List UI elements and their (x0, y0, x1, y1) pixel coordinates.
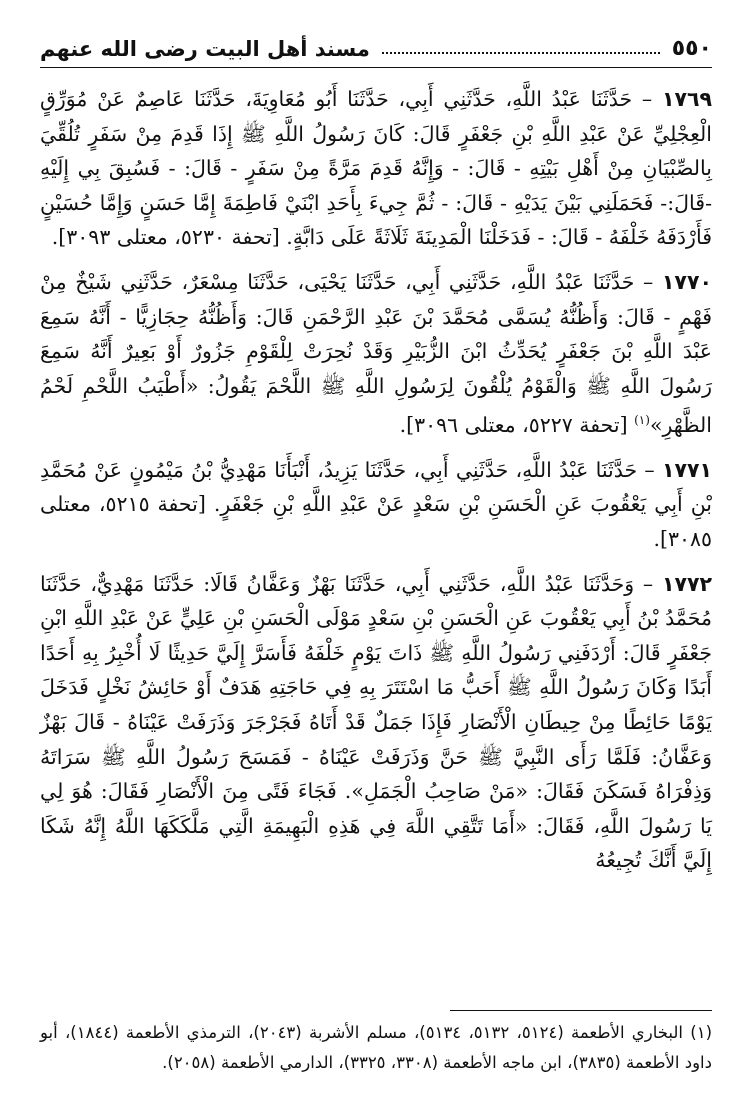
footnote-ref: (١) (634, 413, 650, 428)
footnote-divider (450, 1010, 712, 1011)
hadith-paragraph: ١٧٧١ – حَدَّثَنَا عَبْدُ اللَّهِ، حَدَّثَنِي أَبِي، حَدَّثَنَا يَزِيدُ، أَنْبَأَنَا مَهْدِيُّ بْنُ مَيْمُونٍ عَنْ مُحَمَّدِ بْنِ أَبِي يَعْقُوبَ عَنِ الْحَسَنِ بْنِ سَعْدٍ عَنْ عَبْدِ اللَّهِ بْنِ جَعْفَرٍ. [تحفة ٥٢١٥، معتلى ٣٠٨٥]. (40, 457, 713, 551)
hadith-text: حَدَّثَنَا عَبْدُ اللَّهِ، حَدَّثَنِي أَبِي، حَدَّثَنَا أَبُو مُعَاوِيَةَ، حَدَّثَنَا عَاصِمٌ عَنْ مُوَرِّقٍ الْعِجْلِيِّ عَنْ عَبْدِ اللَّهِ بْنِ جَعْفَرٍ قَالَ: كَانَ رَسُولُ اللَّهِ ﷺ إِذَا قَدِمَ مِنْ سَفَرٍ تُلُقِّيَ بِالصِّبْيَانِ مِنْ أَهْلِ بَيْتِهِ - قَالَ: - وَإِنَّهُ قَدِمَ مَرَّةً مِنْ سَفَرٍ - قَالَ: - فَسُبِقَ بِي إِلَيْهِ -قَالَ:- فَحَمَلَنِي بَيْنَ يَدَيْهِ - قَالَ: - ثُمَّ جِيءَ بِأَحَدِ ابْنَيْ فَاطِمَةَ إِمَّا حَسَنٍ وَإِمَّا حُسَيْنٍ فَأَرْدَفَهُ خَلْفَهُ - قَالَ: - فَدَخَلْنَا الْمَدِينَةَ ثَلَاثَةً عَلَى دَابَّةٍ. [تحفة ٥٢٣٠، معتلى ٣٠٩٣]. (40, 87, 712, 250)
hadith-text: حَدَّثَنَا عَبْدُ اللَّهِ، حَدَّثَنِي أَبِي، حَدَّثَنَا يَزِيدُ، أَنْبَأَنَا مَهْدِيُّ بْنُ مَيْمُونٍ عَنْ مُحَمَّدِ بْنِ أَبِي يَعْقُوبَ عَنِ الْحَسَنِ بْنِ سَعْدٍ عَنْ عَبْدِ اللَّهِ بْنِ جَعْفَرٍ. [تحفة ٥٢١٥، معتلى ٣٠٨٥]. (40, 457, 713, 551)
hadith-number: ١٧٦٩ (661, 87, 712, 111)
hadith-text: حَدَّثَنَا عَبْدُ اللَّهِ، حَدَّثَنِي أَبِي، حَدَّثَنَا يَحْيَى، حَدَّثَنَا مِسْعَرٌ، حَدَّثَنِي شَيْخٌ مِنْ فَهْمٍ - قَالَ: وَأَظُنُّهُ يُسَمَّى مُحَمَّدَ بْنَ عَبْدِ الرَّحْمَنِ قَالَ: وَأَظُنُّهُ حِجَازِيًّا - أَنَّهُ سَمِعَ عَبْدَ اللَّهِ بْنَ جَعْفَرٍ يُحَدِّثُ ابْنَ الزُّبَيْرِ وَقَدْ نُحِرَتْ لِلْقَوْمِ جَزُورٌ أَوْ بَعِيرٌ أَنَّهُ سَمِعَ رَسُولَ اللَّهِ ﷺ وَالْقَوْمُ يُلْقُونَ لِرَسُولِ اللَّهِ ﷺ اللَّحْمَ يَقُولُ: «أَطْيَبُ اللَّحْمِ لَحْمُ الظَّهْرِ» (40, 269, 712, 438)
hadith-paragraph: ١٧٦٩ – حَدَّثَنَا عَبْدُ اللَّهِ، حَدَّثَنِي أَبِي، حَدَّثَنَا أَبُو مُعَاوِيَةَ، حَدَّثَنَا عَاصِمٌ عَنْ مُوَرِّقٍ الْعِجْلِيِّ عَنْ عَبْدِ اللَّهِ بْنِ جَعْفَرٍ قَالَ: كَانَ رَسُولُ اللَّهِ ﷺ إِذَا قَدِمَ مِنْ سَفَرٍ تُلُقِّيَ بِالصِّبْيَانِ مِنْ أَهْلِ بَيْتِهِ - قَالَ: - وَإِنَّهُ قَدِمَ مَرَّةً مِنْ سَفَرٍ - قَالَ: - فَسُبِقَ بِي إِلَيْهِ -قَالَ:- فَحَمَلَنِي بَيْنَ يَدَيْهِ - قَالَ: - ثُمَّ جِيءَ بِأَحَدِ ابْنَيْ فَاطِمَةَ إِمَّا حَسَنٍ وَإِمَّا حُسَيْنٍ فَأَرْدَفَهُ خَلْفَهُ - قَالَ: - فَدَخَلْنَا الْمَدِينَةَ ثَلَاثَةً عَلَى دَابَّةٍ. [تحفة ٥٢٣٠، معتلى ٣٠٩٣]. (40, 87, 712, 250)
hadith-reference: [تحفة ٥٢٢٧، معتلى ٣٠٩٦]. (399, 413, 635, 438)
footnotes (40, 1018, 712, 1078)
hadith-number: ١٧٧٢ (661, 571, 712, 596)
page-header (40, 28, 712, 68)
hadith-number: ١٧٧٠ (661, 269, 712, 294)
header-dot-leader (382, 52, 660, 54)
page-number: ٥٥٠ (671, 36, 712, 61)
hadith-text: وَحَدَّثَنَا عَبْدُ اللَّهِ، حَدَّثَنِي أَبِي، حَدَّثَنَا بَهْزٌ وَعَفَّانُ قَالَا: حَدَّثَنَا مَهْدِيٌّ، حَدَّثَنَا مُحَمَّدُ بْنُ أَبِي يَعْقُوبَ عَنِ الْحَسَنِ بْنِ سَعْدٍ مَوْلَى الْحَسَنِ بْنِ عَلِيٍّ عَنْ عَبْدِ اللَّهِ ابْنِ جَعْفَرٍ قَالَ: أَرْدَفَنِي رَسُولُ اللَّهِ ﷺ ذَاتَ يَوْمٍ خَلْفَهُ فَأَسَرَّ إِلَيَّ حَدِيثًا لَا أُخْبِرُ بِهِ أَحَدًا أَبَدًا وَكَانَ رَسُولُ اللَّهِ ﷺ أَحَبُّ مَا اسْتَتَرَ بِهِ فِي حَاجَتِهِ هَدَفٌ أَوْ حَائِشُ نَخْلٍ فَدَخَلَ يَوْمًا حَائِطًا مِنْ حِيطَانِ الْأَنْصَارِ فَإِذَا جَمَلٌ قَدْ أَتَاهُ فَجَرْجَرَ وَذَرَفَتْ عَيْنَاهُ - قَالَ بَهْزٌ وَعَفَّانُ: فَلَمَّا رَأَى النَّبِيَّ ﷺ حَنَّ وَذَرَفَتْ عَيْنَاهُ - فَمَسَحَ رَسُولُ اللَّهِ ﷺ سَرَاتَهُ وَذِفْرَاهُ فَسَكَنَ فَقَالَ: «مَنْ صَاحِبُ الْجَمَلِ». فَجَاءَ فَتًى مِنَ الْأَنْصَارِ فَقَالَ: هُوَ لِي يَا رَسُولَ اللَّهِ، فَقَالَ: «أَمَا تَتَّقِي اللَّهَ فِي هَذِهِ الْبَهِيمَةِ الَّتِي مَلَّكَكَهَا اللَّهُ إِنَّهُ شَكَا إِلَيَّ أَنَّكَ تُجِيعُهُ (40, 571, 712, 873)
hadith-number: ١٧٧١ (661, 457, 712, 482)
running-title: مسند أهل البيت رضى الله عنهم (40, 37, 370, 61)
hadith-paragraph: ١٧٧٢ – وَحَدَّثَنَا عَبْدُ اللَّهِ، حَدَّثَنِي أَبِي، حَدَّثَنَا بَهْزٌ وَعَفَّانُ قَالَا: حَدَّثَنَا مَهْدِيٌّ، حَدَّثَنَا مُحَمَّدُ بْنُ أَبِي يَعْقُوبَ عَنِ الْحَسَنِ بْنِ سَعْدٍ مَوْلَى الْحَسَنِ بْنِ عَلِيٍّ عَنْ عَبْدِ اللَّهِ ابْنِ جَعْفَرٍ قَالَ: أَرْدَفَنِي رَسُولُ اللَّهِ ﷺ ذَاتَ يَوْمٍ خَلْفَهُ فَأَسَرَّ إِلَيَّ حَدِيثًا لَا أُخْبِرُ بِهِ أَحَدًا أَبَدًا وَكَانَ رَسُولُ اللَّهِ ﷺ أَحَبُّ مَا اسْتَتَرَ بِهِ فِي حَاجَتِهِ هَدَفٌ أَوْ حَائِشُ نَخْلٍ فَدَخَلَ يَوْمًا حَائِطًا مِنْ حِيطَانِ الْأَنْصَارِ فَإِذَا جَمَلٌ قَدْ أَتَاهُ فَجَرْجَرَ وَذَرَفَتْ عَيْنَاهُ - قَالَ بَهْزٌ وَعَفَّانُ: فَلَمَّا رَأَى النَّبِيَّ ﷺ حَنَّ وَذَرَفَتْ عَيْنَاهُ - فَمَسَحَ رَسُولُ اللَّهِ ﷺ سَرَاتَهُ وَذِفْرَاهُ فَسَكَنَ فَقَالَ: «مَنْ صَاحِبُ الْجَمَلِ». فَجَاءَ فَتًى مِنَ الْأَنْصَارِ فَقَالَ: هُوَ لِي يَا رَسُولَ اللَّهِ، فَقَالَ: «أَمَا تَتَّقِي اللَّهَ فِي هَذِهِ الْبَهِيمَةِ الَّتِي مَلَّكَكَهَا اللَّهُ إِنَّهُ شَكَا إِلَيَّ أَنَّكَ تُجِيعُهُ (40, 571, 712, 873)
hadith-paragraph: ١٧٧٠ – حَدَّثَنَا عَبْدُ اللَّهِ، حَدَّثَنِي أَبِي، حَدَّثَنَا يَحْيَى، حَدَّثَنَا مِسْعَرٌ، حَدَّثَنِي شَيْخٌ مِنْ فَهْمٍ - قَالَ: وَأَظُنُّهُ يُسَمَّى مُحَمَّدَ بْنَ عَبْدِ الرَّحْمَنِ قَالَ: وَأَظُنُّهُ حِجَازِيًّا - أَنَّهُ سَمِعَ عَبْدَ اللَّهِ بْنَ جَعْفَرٍ يُحَدِّثُ ابْنَ الزُّبَيْرِ وَقَدْ نُحِرَتْ لِلْقَوْمِ جَزُورٌ أَوْ بَعِيرٌ أَنَّهُ سَمِعَ رَسُولَ اللَّهِ ﷺ وَالْقَوْمُ يُلْقُونَ لِرَسُولِ اللَّهِ ﷺ اللَّحْمَ يَقُولُ: «أَطْيَبُ اللَّحْمِ لَحْمُ الظَّهْرِ»$^{(١)}$ [تحفة ٥٢٢٧، معتلى ٣٠٩٦]. (40, 269, 712, 438)
main-text (40, 82, 712, 888)
footnote: (١) البخاري الأطعمة (٥١٢٤، ٥١٣٢، ٥١٣٤)، مسلم الأشربة (٢٠٤٣)، الترمذي الأطعمة (١٨٤٤)، أبو داود الأطعمة (٣٨٣٥)، ابن ماجه الأطعمة (٣٣٠٨، ٣٣٢٥)، الدارمي الأطعمة (٢٠٥٨). (40, 1023, 712, 1072)
